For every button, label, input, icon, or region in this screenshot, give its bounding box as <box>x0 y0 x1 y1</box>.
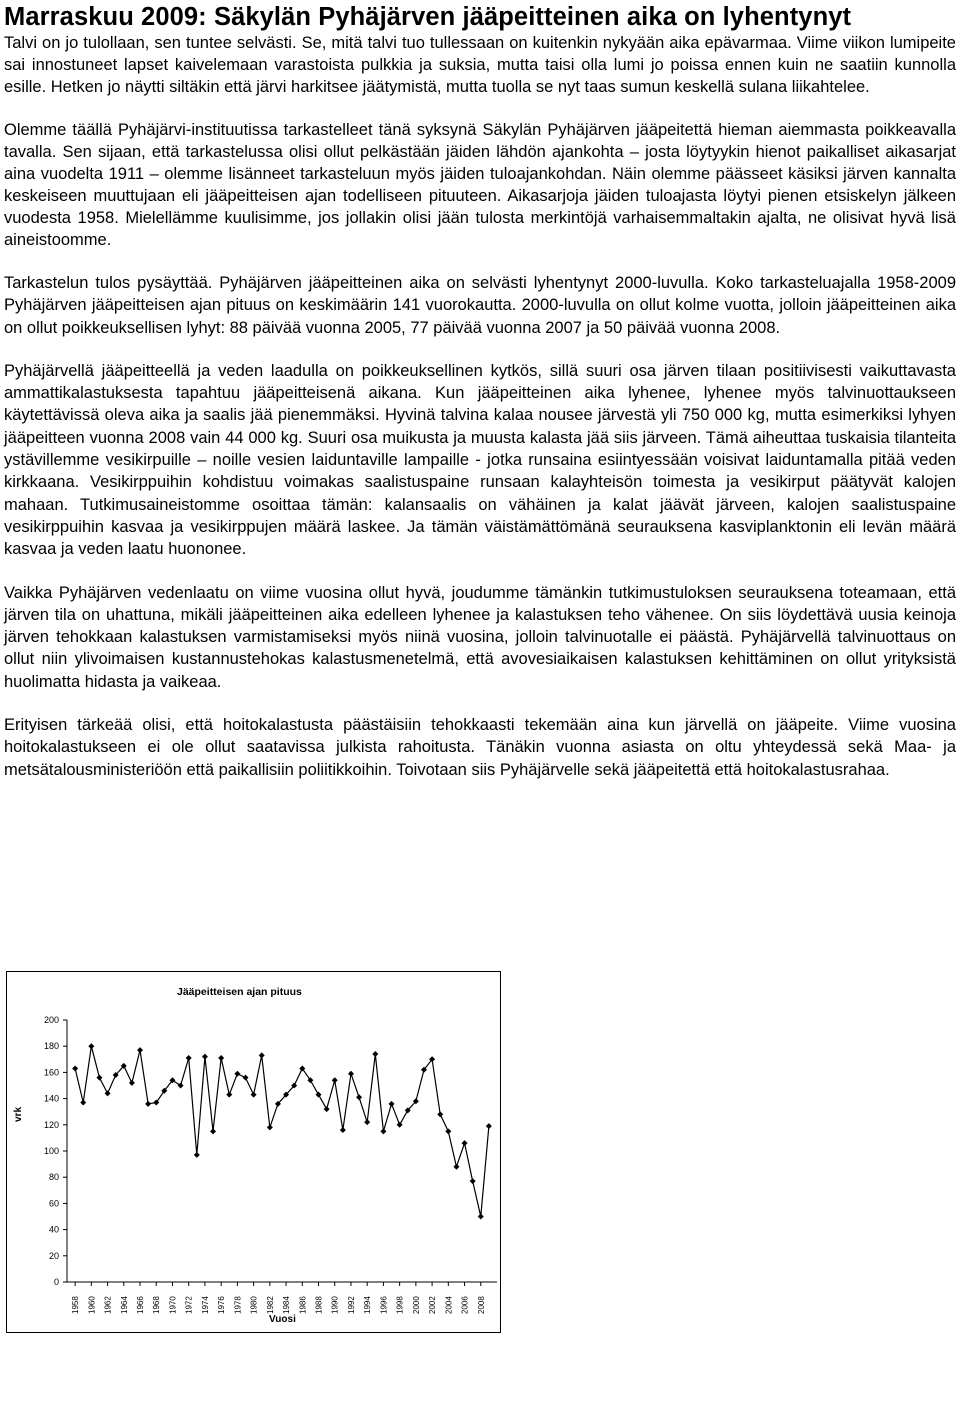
chart-data-point <box>380 1128 386 1134</box>
chart-data-point <box>178 1083 184 1089</box>
chart-data-point <box>251 1092 257 1098</box>
chart-x-tick-label: 2008 <box>476 1296 486 1314</box>
chart-data-point <box>445 1128 451 1134</box>
chart-x-tick-label: 2004 <box>444 1296 454 1314</box>
chart-data-point <box>340 1127 346 1133</box>
chart-x-tick-label: 2002 <box>428 1296 438 1314</box>
chart-y-tick-label: 100 <box>43 1146 59 1156</box>
chart-data-point <box>210 1128 216 1134</box>
chart-data-point <box>389 1101 395 1107</box>
chart-x-tick-label: 1966 <box>136 1296 146 1314</box>
chart-data-point <box>72 1065 78 1071</box>
chart-series-line <box>75 1046 489 1216</box>
chart-data-point <box>478 1214 484 1220</box>
page-title: Marraskuu 2009: Säkylän Pyhäjärven jääpeitteinen aika on lyhentynyt <box>4 3 852 31</box>
intro-paragraph-1: Talvi on jo tulollaan, sen tuntee selvästi. Se, mitä talvi tuo tullessaan on kuitenkin nykyään aika epävarmaa. Viime viikon lumipeite sai innostuneet lapset kaivelemaan varastoista pulkkia ja suksia, mutta taisi olla lumi jo poissa ennen kuin ne saatiin kunnolla esille. Hetken jo näytti siltäkin että järvi harkitsee jäätymistä, mutta tuolla se nyt taas sumun keskellä sulana liikahtelee. <box>4 34 956 96</box>
chart-data-point <box>259 1052 265 1058</box>
intro-paragraph-2: Olemme täällä Pyhäjärvi-instituutissa tarkastelleet tänä syksynä Säkylän Pyhäjärven jääpeitettä hieman aiemmasta poikkeavalla tavalla. Sen sijaan, että tarkastelussa olisi ollut pelkästään jäiden lähdön ajankohta – josta löytyykin hienot paikalliset aikasarjat aina vuodelta 1911 – olemme lisänneet tarkasteluun myös jäiden tuloajankohdan. Näin olemme päässeet käsiksi järven kannalta keskeiseen muuttujaan eli jääpeitteisen ajan todelliseen pituuteen. Aikasarjoja jäiden tuloajasta löytyi pienen etsiskelyn jälkeen vuodesta 1958. Mielellämme kuulisimme, jos jollakin olisi jään tulosta merkintöjä varhaisemmaltakin ajalta, ne olisivat hyvä lisä aineistoomme. <box>4 121 956 249</box>
chart-y-tick-label: 80 <box>48 1172 59 1183</box>
chart-y-tick-label: 60 <box>48 1198 59 1209</box>
chart-x-tick-label: 1990 <box>330 1296 340 1314</box>
chart-x-axis-label: Vuosi <box>269 1314 296 1325</box>
chart-x-tick-label: 1978 <box>233 1296 243 1314</box>
chart-data-point <box>80 1100 86 1106</box>
chart-x-tick-label: 2006 <box>460 1296 470 1314</box>
chart-x-tick-label: 2000 <box>411 1296 421 1314</box>
chart-y-tick-label: 0 <box>53 1277 59 1287</box>
chart-data-point <box>324 1106 330 1112</box>
chart-y-tick-label: 140 <box>43 1093 59 1104</box>
chart-data-point <box>194 1152 200 1158</box>
chart-data-point <box>218 1055 224 1061</box>
chart-data-point <box>316 1092 322 1098</box>
chart-y-tick-label: 120 <box>43 1119 59 1130</box>
chart-data-point <box>186 1055 192 1061</box>
chart-x-tick-label: 1976 <box>217 1296 227 1314</box>
fishing-paragraph: Pyhäjärvellä jääpeitteellä ja veden laadulla on poikkeuksellinen kytkös, sillä suuri osa järven tilaan positiivisesti vaikuttavasta ammattikalastuksesta tapahtuu jääpeitteisenä aikana. Kun jääpeitteinen aika lyhenee, lyhenee myös talvinuottaukseen käytettävissä oleva aika ja saalis jää pienemmäksi. Hyvinä talvina kalaa nousee järvestä yli 750 000 kg, mutta esimerkiksi lyhyen jääpeitteen vuonna 2008 vain 44 000 kg. Suuri osa muikusta ja muusta kalasta jää siis järveen. Tämä aiheuttaa tuskaisia tilanteita ystävillemme vesikirpuille – noille vesien laiduntaville lampaille - jotka runsaina esiintyessään voisivat laiduntamalla pitää veden kirkkaana. Vesikirppuihin kohdistuu voimakas saalistuspaine runsaan kalayhteisön toimesta ja vesikirput päätyvät kalojen mahaan. Tutkimusaineistomme osoittaa tämän: kalansaalis on vähäinen ja kalat jäävät järveen, kalojen saalistuspaine vesikirppuihin kasvaa ja vesikirppujen määrä laskee. Ja tämän väistämättömänä seurauksena kasviplanktonin eli levän määrä kasvaa ja veden laatu huononee. <box>4 361 956 559</box>
chart-x-tick-label: 1980 <box>249 1296 259 1314</box>
chart-x-tick-label: 1974 <box>200 1296 210 1314</box>
chart-data-point <box>88 1043 94 1049</box>
chart-x-tick-label: 1962 <box>103 1296 113 1314</box>
chart-y-tick-label: 180 <box>43 1041 59 1052</box>
chart-data-point <box>234 1071 240 1077</box>
chart-x-tick-label: 1986 <box>298 1296 308 1314</box>
chart-x-tick-label: 1992 <box>346 1296 356 1314</box>
chart-data-point <box>372 1051 378 1057</box>
chart-data-point <box>364 1119 370 1125</box>
chart-data-point <box>202 1054 208 1060</box>
result-paragraph: Tarkastelun tulos pysäyttää. Pyhäjärven jääpeitteinen aika on selvästi lyhentynyt 2000-luvulla. Koko tarkasteluajalla 1958-2009 Pyhäjärven jääpeitteisen ajan pituus on keskimäärin 141 vuorokautta. 2000-luvulla on ollut kolme vuotta, jolloin jääpeitteinen aika on ollut poikkeuksellisen lyhyt: 88 päivää vuonna 2005, 77 päivää vuonna 2007 ja 50 päivää vuonna 2008. <box>4 274 956 337</box>
chart-x-tick-label: 1998 <box>395 1296 405 1314</box>
chart-data-point <box>105 1090 111 1096</box>
intro-section <box>4 32 956 251</box>
chart-data-point <box>462 1140 468 1146</box>
chart-y-tick-label: 40 <box>48 1224 59 1235</box>
chart-data-point <box>226 1092 232 1098</box>
ice-cover-chart <box>6 971 501 1333</box>
funding-paragraph: Erityisen tärkeää olisi, että hoitokalastusta päästäisiin tehokkaasti tekemään aina kun järvellä on jääpeite. Viime vuosina hoitokalastukseen ei ole ollut saatavissa julkista rahoitusta. Tänäkin vuonna asiasta on oltu yhteydessä sekä Maa- ja metsätalousministeriöön että paikallisiin poliitikkoihin. Toivotaan siis Pyhäjärvelle sekä jääpeitettä että hoitokalastusrahaa. <box>4 716 956 779</box>
chart-x-tick-label: 1988 <box>314 1296 324 1314</box>
chart-data-point <box>242 1075 248 1081</box>
chart-data-point <box>453 1164 459 1170</box>
chart-data-point <box>332 1077 338 1083</box>
chart-x-tick-label: 1970 <box>168 1296 178 1314</box>
chart-x-tick-label: 1960 <box>87 1296 97 1314</box>
chart-data-point <box>348 1071 354 1077</box>
chart-data-point <box>267 1124 273 1130</box>
chart-data-point <box>96 1075 102 1081</box>
chart-x-tick-label: 1996 <box>379 1296 389 1314</box>
chart-x-tick-label: 1972 <box>184 1296 194 1314</box>
chart-title: Jääpeitteisen ajan pituus <box>177 986 302 998</box>
chart-data-point <box>486 1123 492 1129</box>
chart-data-point <box>129 1080 135 1086</box>
chart-y-tick-label: 20 <box>48 1250 59 1261</box>
chart-x-tick-label: 1982 <box>265 1296 275 1314</box>
chart-x-tick-label: 1968 <box>152 1296 162 1314</box>
chart-x-tick-label: 1994 <box>363 1296 373 1314</box>
chart-data-point <box>470 1178 476 1184</box>
chart-x-tick-label: 1984 <box>282 1296 292 1314</box>
chart-plot-area <box>7 972 502 1334</box>
chart-x-tick-label: 1964 <box>119 1296 129 1314</box>
chart-y-tick-label: 160 <box>43 1067 59 1078</box>
chart-data-point <box>137 1047 143 1053</box>
chart-data-point <box>397 1122 403 1128</box>
chart-data-point <box>437 1111 443 1117</box>
chart-data-point <box>356 1094 362 1100</box>
water-quality-paragraph: Vaikka Pyhäjärven vedenlaatu on viime vuosina ollut hyvä, joudumme tämänkin tutkimustuloksen seurauksena toteamaan, että järven tila on uhattuna, mikäli jääpeitteinen aika edelleen lyhenee ja kalastuksen teho vähenee. On siis löydettävä uusia keinoja järven tehokkaan kalastuksen varmistamiseksi myös niinä vuosina, jolloin talvinuotalle ei päästä. Pyhäjärvellä talvinuottaus on ollut niin ylivoimaisen kustannustehokas kalastusmenetelmä, että avovesiaikaisen kalastuksen kehittäminen on ollut yrityksistä huolimatta hidasta ja vaikeaa. <box>4 583 956 691</box>
chart-y-tick-label: 200 <box>43 1015 59 1025</box>
chart-y-axis-label: vrk <box>13 1106 24 1122</box>
page <box>4 0 956 781</box>
chart-x-tick-label: 1958 <box>71 1296 81 1314</box>
chart-data-point <box>145 1101 151 1107</box>
